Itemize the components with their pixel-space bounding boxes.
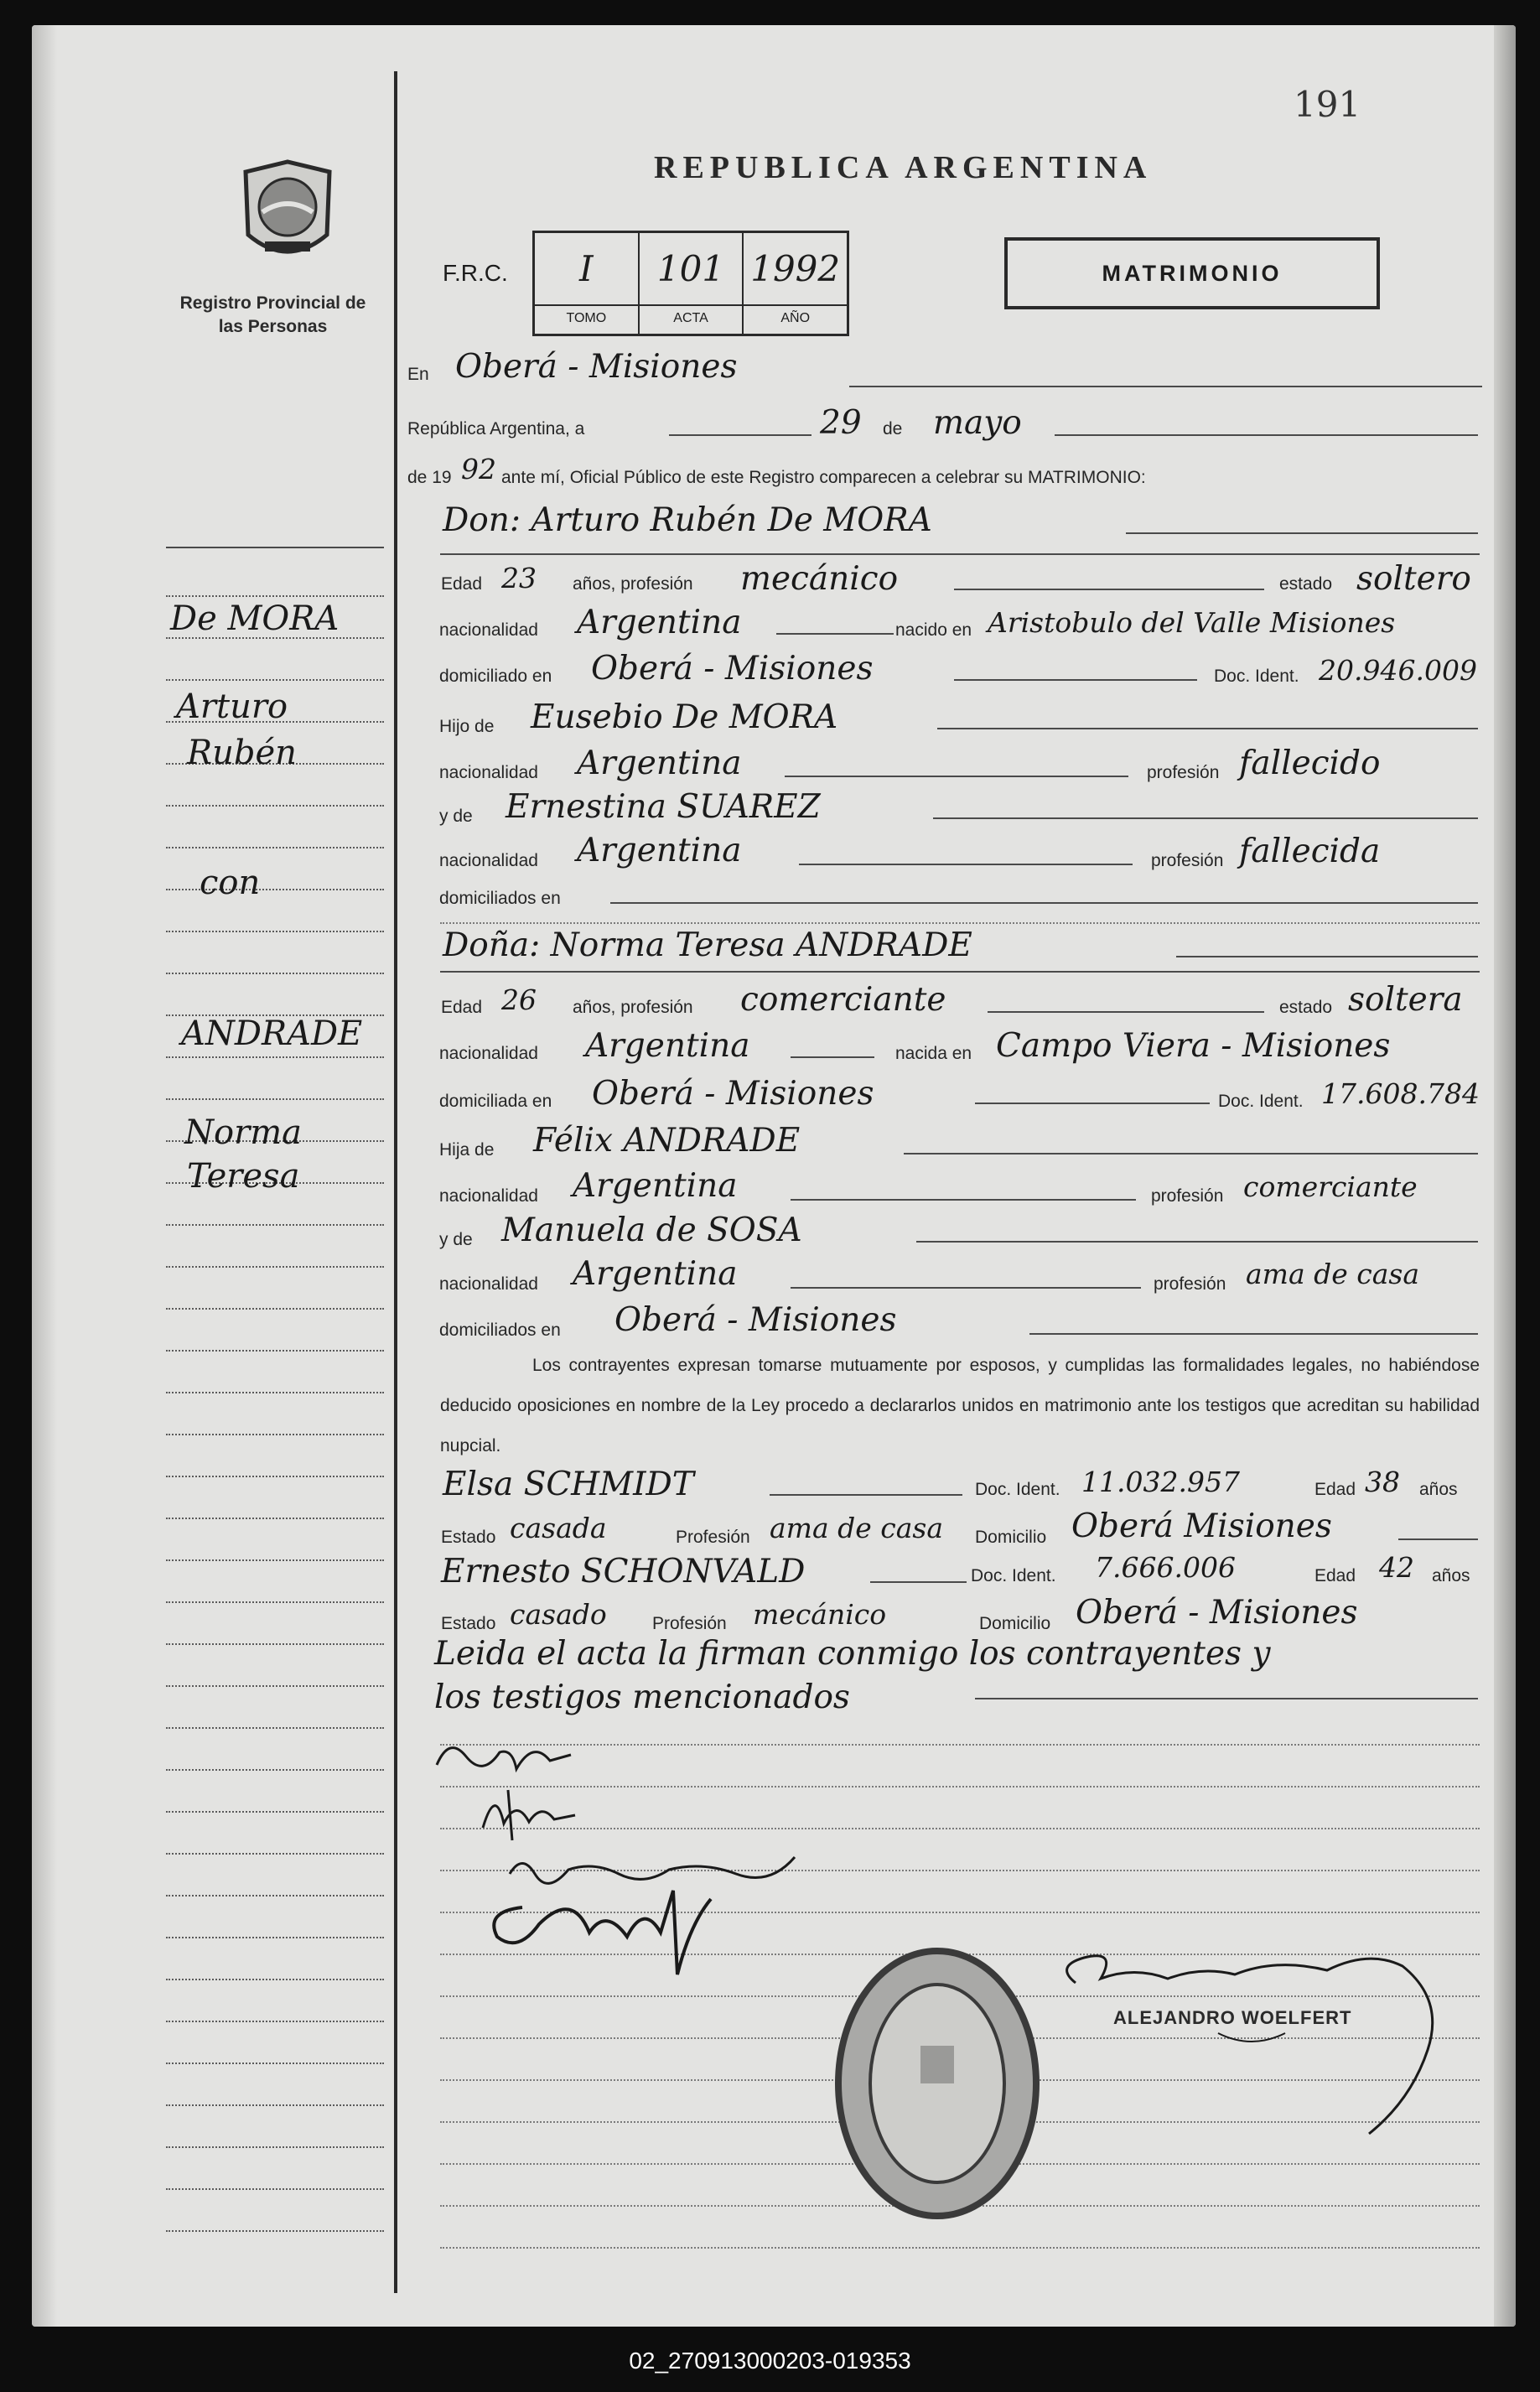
bride-mother-profesion-label: profesión (1154, 1274, 1226, 1294)
margin-groom-given-2: Rubén (187, 734, 297, 772)
groom-edad-label: Edad (441, 574, 483, 594)
witness2-age: 42 (1379, 1551, 1414, 1584)
frc-acta-label: ACTA (640, 304, 743, 333)
fill-line (933, 817, 1478, 819)
fill-line (799, 864, 1133, 865)
page-edge (1494, 25, 1516, 2327)
margin-rule (166, 679, 384, 681)
fill-line (954, 679, 1197, 681)
margin-rule (166, 1476, 384, 1477)
bride-edad-label: Edad (441, 998, 483, 1017)
frc-anio-value: 1992 (750, 248, 841, 289)
margin-rule (166, 889, 384, 890)
margin-rule (166, 2063, 384, 2064)
margin-rule (166, 1098, 384, 1100)
day-value: 29 (820, 404, 862, 442)
bride-father-profession: comerciante (1243, 1170, 1418, 1203)
margin-rule (166, 1056, 384, 1058)
closing-line-1: Leida el acta la firman conmigo los contrayentes y (434, 1635, 1271, 1673)
groom-nationality: Argentina (577, 604, 742, 641)
frc-tomo (535, 233, 640, 334)
witness1-domicilio-label: Domicilio (975, 1528, 1047, 1547)
margin-rule (166, 931, 384, 932)
bride-nacida-label: nacida en (895, 1044, 972, 1063)
frc-acta (640, 233, 744, 334)
fill-line (791, 1056, 874, 1058)
margin-bride-given-2: Teresa (187, 1157, 300, 1196)
margin-rule (166, 595, 384, 597)
groom-name: Don: Arturo Rubén De MORA (443, 501, 932, 539)
fill-line (849, 386, 1482, 387)
de-label: de (883, 419, 903, 438)
fill-line (776, 633, 894, 635)
margin-rule (166, 1266, 384, 1268)
margin-rule (166, 805, 384, 807)
hijo-label: Hijo de (439, 717, 495, 736)
bride-yde-label: y de (439, 1230, 473, 1249)
fill-line (904, 1153, 1478, 1154)
witness2-anos-label: años (1432, 1566, 1470, 1585)
margin-groom-surname: De MORA (170, 599, 340, 638)
witness1-doc: 11.032.957 (1081, 1466, 1240, 1498)
body-rule (440, 922, 1480, 924)
bride-nationality-label: nacionalidad (439, 1044, 538, 1063)
witness2-profession: mecánico (753, 1598, 887, 1631)
fill-line (610, 902, 1478, 904)
margin-rule (166, 1811, 384, 1813)
bride-domicilio-label: domiciliada en (439, 1092, 552, 1111)
margin-rule (166, 2021, 384, 2022)
margin-rule (166, 973, 384, 974)
frc-anio-label: AÑO (744, 304, 847, 333)
witness1-profession: ama de casa (770, 1512, 944, 1544)
frc-tomo-value: I (579, 248, 594, 289)
fill-line (937, 728, 1478, 729)
margin-rule (166, 1559, 384, 1561)
margin-rule (166, 1434, 384, 1435)
hija-label: Hija de (439, 1140, 495, 1160)
bride-father: Félix ANDRADE (533, 1122, 801, 1160)
groom-signature-icon (433, 1731, 592, 1782)
section-rule (440, 971, 1480, 973)
groom-doc-label: Doc. Ident. (1214, 667, 1299, 686)
margin-rule (166, 2146, 384, 2148)
fill-line (791, 1199, 1136, 1201)
witness2-profesion-label: Profesión (652, 1614, 727, 1633)
margin-rule (166, 1895, 384, 1896)
fill-line (954, 589, 1264, 590)
fill-line (870, 1581, 967, 1583)
margin-rule (166, 1224, 384, 1226)
body-rule (440, 1744, 1480, 1746)
fill-line (916, 1241, 1478, 1243)
groom-father-profession: fallecido (1239, 745, 1381, 782)
bride-estado-label: estado (1279, 998, 1333, 1017)
margin-rule (166, 1979, 384, 1980)
fill-line (785, 776, 1128, 777)
margin-bride-surname: ANDRADE (181, 1014, 363, 1053)
bride-name: Doña: Norma Teresa ANDRADE (443, 926, 972, 964)
margin-rule (166, 1518, 384, 1519)
fill-line (1029, 1333, 1478, 1335)
groom-address: Oberá - Misiones (591, 650, 874, 688)
groom-domicilio-label: domiciliado en (439, 667, 552, 686)
fill-line (669, 434, 811, 436)
registry-emblem-icon (233, 155, 342, 272)
groom-profession: mecánico (740, 560, 899, 598)
bride-father-nationality-label: nacionalidad (439, 1186, 538, 1206)
witness1-anos-label: años (1419, 1480, 1458, 1499)
ante-text: ante mí, Oficial Público de este Registro comparecen a celebrar su MATRIMONIO: (501, 468, 1146, 487)
groom-mother-nationality-label: nacionalidad (439, 851, 538, 870)
groom-parents-address-label: domiciliados en (439, 889, 561, 908)
bride-profession: comerciante (740, 981, 946, 1019)
place-value: Oberá - Misiones (455, 348, 738, 386)
witness2-doc-label: Doc. Ident. (971, 1566, 1056, 1585)
republic-label: República Argentina, a (407, 419, 585, 438)
bride-anos-label: años, profesión (573, 998, 693, 1017)
bride-address: Oberá - Misiones (592, 1075, 874, 1113)
groom-mother-profession: fallecida (1239, 833, 1381, 870)
margin-divider (394, 71, 397, 2293)
registry-name: Registro Provincial de las Personas (179, 293, 366, 336)
page-number: 191 (1294, 84, 1361, 125)
groom-father-nationality: Argentina (577, 745, 742, 782)
fill-line (1176, 956, 1478, 957)
margin-rule (166, 1601, 384, 1603)
witness2-name: Ernesto SCHONVALD (441, 1553, 806, 1590)
fill-line (975, 1103, 1210, 1104)
witness2-edad-label: Edad (1314, 1566, 1356, 1585)
groom-civil-state: soltero (1356, 560, 1471, 598)
yde-label: y de (439, 807, 473, 826)
bride-parents-address: Oberá - Misiones (614, 1301, 897, 1339)
witness1-address: Oberá Misiones (1071, 1507, 1332, 1545)
fill-line (1126, 532, 1478, 534)
groom-nacido-label: nacido en (895, 620, 972, 640)
margin-rule (166, 1350, 384, 1352)
margin-rule (166, 1853, 384, 1855)
official-name: ALEJANDRO WOELFERT (1113, 2007, 1352, 2028)
margin-rule (166, 1643, 384, 1645)
bride-parents-address-label: domiciliados en (439, 1321, 561, 1340)
witness1-estado-label: Estado (441, 1528, 496, 1547)
groom-mother-nationality: Argentina (577, 832, 742, 869)
frc-table (532, 231, 849, 336)
margin-top-rule (166, 547, 384, 548)
witness2-civil-state: casado (510, 1598, 607, 1631)
margin-rule (166, 1937, 384, 1938)
body-rule (440, 2247, 1480, 2249)
groom-age: 23 (501, 562, 537, 594)
witness1-civil-state: casada (510, 1512, 607, 1544)
groom-father: Eusebio De MORA (531, 698, 838, 736)
document-type-box: MATRIMONIO (1004, 237, 1380, 309)
official-signature-icon (1050, 1933, 1470, 2151)
margin-rule (166, 1308, 384, 1310)
frc-label: F.R.C. (443, 260, 508, 286)
groom-anos-label: años, profesión (573, 574, 693, 594)
margin-rule (166, 1769, 384, 1771)
bride-mother-profession: ama de casa (1246, 1258, 1420, 1290)
year-value: 92 (461, 453, 496, 485)
margin-rule (166, 1685, 384, 1687)
bride-birthplace: Campo Viera - Misiones (996, 1027, 1391, 1065)
witness2-domicilio-label: Domicilio (979, 1614, 1051, 1633)
official-seal-icon (832, 1945, 1042, 2222)
bride-nationality: Argentina (585, 1027, 750, 1065)
section-rule (440, 553, 1480, 555)
witness2-estado-label: Estado (441, 1614, 496, 1633)
groom-birthplace: Aristobulo del Valle Misiones (988, 606, 1396, 639)
witness1-age: 38 (1365, 1466, 1400, 1498)
witness2-address: Oberá - Misiones (1076, 1594, 1358, 1632)
month-value: mayo (933, 404, 1022, 442)
fill-line (791, 1287, 1141, 1289)
bride-doc: 17.608.784 (1321, 1077, 1480, 1110)
margin-groom-given-1: Arturo (176, 688, 288, 726)
closing-line-2: los testigos mencionados (434, 1679, 850, 1716)
record-page (32, 25, 1516, 2327)
margin-rule (166, 2230, 384, 2232)
witness2-doc: 7.666.006 (1095, 1551, 1236, 1584)
frc-anio (744, 233, 847, 334)
margin-con: con (200, 864, 261, 902)
bride-age: 26 (501, 983, 537, 1016)
bride-mother-nationality-label: nacionalidad (439, 1274, 538, 1294)
witness1-name: Elsa SCHMIDT (443, 1466, 694, 1503)
margin-rule (166, 1392, 384, 1393)
fill-line (975, 1698, 1478, 1699)
groom-mother-profesion-label: profesión (1151, 851, 1224, 870)
bride-doc-label: Doc. Ident. (1218, 1092, 1304, 1111)
margin-rule (166, 847, 384, 848)
groom-mother: Ernestina SUAREZ (506, 788, 821, 826)
groom-father-profesion-label: profesión (1147, 763, 1220, 782)
groom-nationality-label: nacionalidad (439, 620, 538, 640)
page-title: REPUBLICA ARGENTINA (654, 150, 1153, 185)
witness1-doc-label: Doc. Ident. (975, 1480, 1060, 1499)
margin-rule (166, 2104, 384, 2106)
bride-civil-state: soltera (1348, 981, 1463, 1019)
document-id: 02_270913000203-019353 (629, 2348, 911, 2374)
bride-mother: Manuela de SOSA (501, 1212, 802, 1249)
frc-tomo-label: TOMO (535, 304, 638, 333)
fill-line (770, 1494, 962, 1496)
bride-father-nationality: Argentina (573, 1167, 738, 1205)
year-prefix: de 19 (407, 468, 452, 487)
fill-line (1398, 1538, 1478, 1540)
witness1-profesion-label: Profesión (676, 1528, 750, 1547)
fill-line (988, 1011, 1264, 1013)
groom-father-nationality-label: nacionalidad (439, 763, 538, 782)
witness2-signature-icon (472, 1874, 723, 1983)
bride-mother-nationality: Argentina (573, 1255, 738, 1293)
margin-bride-given-1: Norma (184, 1113, 302, 1152)
fill-line (1055, 434, 1478, 436)
witness1-edad-label: Edad (1314, 1480, 1356, 1499)
frc-acta-value: 101 (656, 248, 725, 289)
binding-fold (32, 25, 57, 2327)
declaration-text: Los contrayentes expresan tomarse mutuamente por esposos, y cumplidas las formalidades legales, no habiéndose deducido oposiciones en nombre de la Ley procedo a declararlos unidos en matrimonio ante los testigos que acreditan su habilidad nupcial. (440, 1356, 1480, 1455)
margin-rule (166, 1727, 384, 1729)
groom-estado-label: estado (1279, 574, 1333, 594)
en-label: En (407, 365, 429, 384)
bride-father-profesion-label: profesión (1151, 1186, 1224, 1206)
groom-doc: 20.946.009 (1319, 654, 1477, 687)
margin-rule (166, 2188, 384, 2190)
